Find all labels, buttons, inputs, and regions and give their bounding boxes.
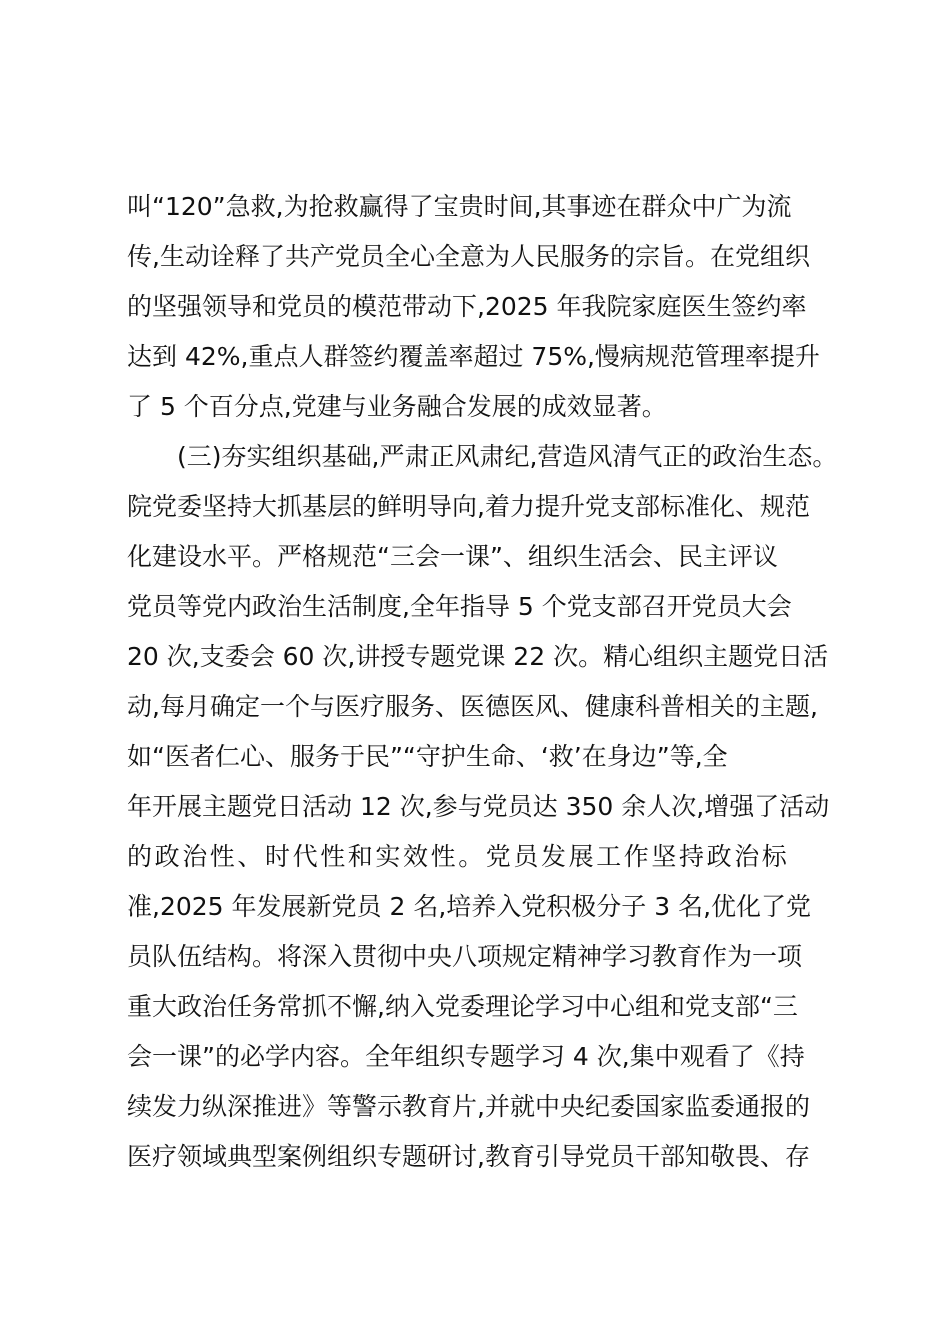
text-line: 员队伍结构。将深入贯彻中央八项规定精神学习教育作为一项 xyxy=(127,942,803,971)
text-line: 的坚强领导和党员的模范带动下,2025 年我院家庭医生签约率 xyxy=(127,292,807,321)
text-line: 化建设水平。严格规范“三会一课”、组织生活会、民主评议 xyxy=(127,542,778,571)
text-line: 准,2025 年发展新党员 2 名,培养入党积极分子 3 名,优化了党 xyxy=(127,892,812,921)
text-line: 院党委坚持大抓基层的鲜明导向,着力提升党支部标准化、规范 xyxy=(127,492,810,521)
section-heading-line: (三)夯实组织基础,严肃正风肃纪,营造风清气正的政治生态。 xyxy=(177,442,838,471)
text-line: 如“医者仁心、服务于民”“守护生命、‘救’在身边”等,全 xyxy=(127,742,728,771)
text-line: 传,生动诠释了共产党员全心全意为人民服务的宗旨。在党组织 xyxy=(127,242,810,271)
text-line: 了 5 个百分点,党建与业务融合发展的成效显著。 xyxy=(127,392,667,421)
text-line: 达到 42%,重点人群签约覆盖率超过 75%,慢病规范管理率提升 xyxy=(127,342,820,371)
text-line: 重大政治任务常抓不懈,纳入党委理论学习中心组和党支部“三 xyxy=(127,992,798,1021)
text-line: 年开展主题党日活动 12 次,参与党员达 350 余人次,增强了活动 xyxy=(127,792,830,821)
text-line: 医疗领域典型案例组织专题研讨,教育引导党员干部知敬畏、存 xyxy=(127,1142,810,1171)
body-text xyxy=(127,182,847,1182)
text-line: 的政治性、时代性和实效性。党员发展工作坚持政治标 xyxy=(127,842,790,871)
text-line: 党员等党内政治生活制度,全年指导 5 个党支部召开党员大会 xyxy=(127,592,792,621)
text-line: 会一课”的必学内容。全年组织专题学习 4 次,集中观看了《持 xyxy=(127,1042,805,1071)
text-line: 动,每月确定一个与医疗服务、医德医风、健康科普相关的主题, xyxy=(127,692,818,721)
text-line: 续发力纵深推进》等警示教育片,并就中央纪委国家监委通报的 xyxy=(127,1092,810,1121)
text-line: 叫“120”急救,为抢救赢得了宝贵时间,其事迹在群众中广为流 xyxy=(127,192,792,221)
text-line: 20 次,支委会 60 次,讲授专题党课 22 次。精心组织主题党日活 xyxy=(127,642,829,671)
